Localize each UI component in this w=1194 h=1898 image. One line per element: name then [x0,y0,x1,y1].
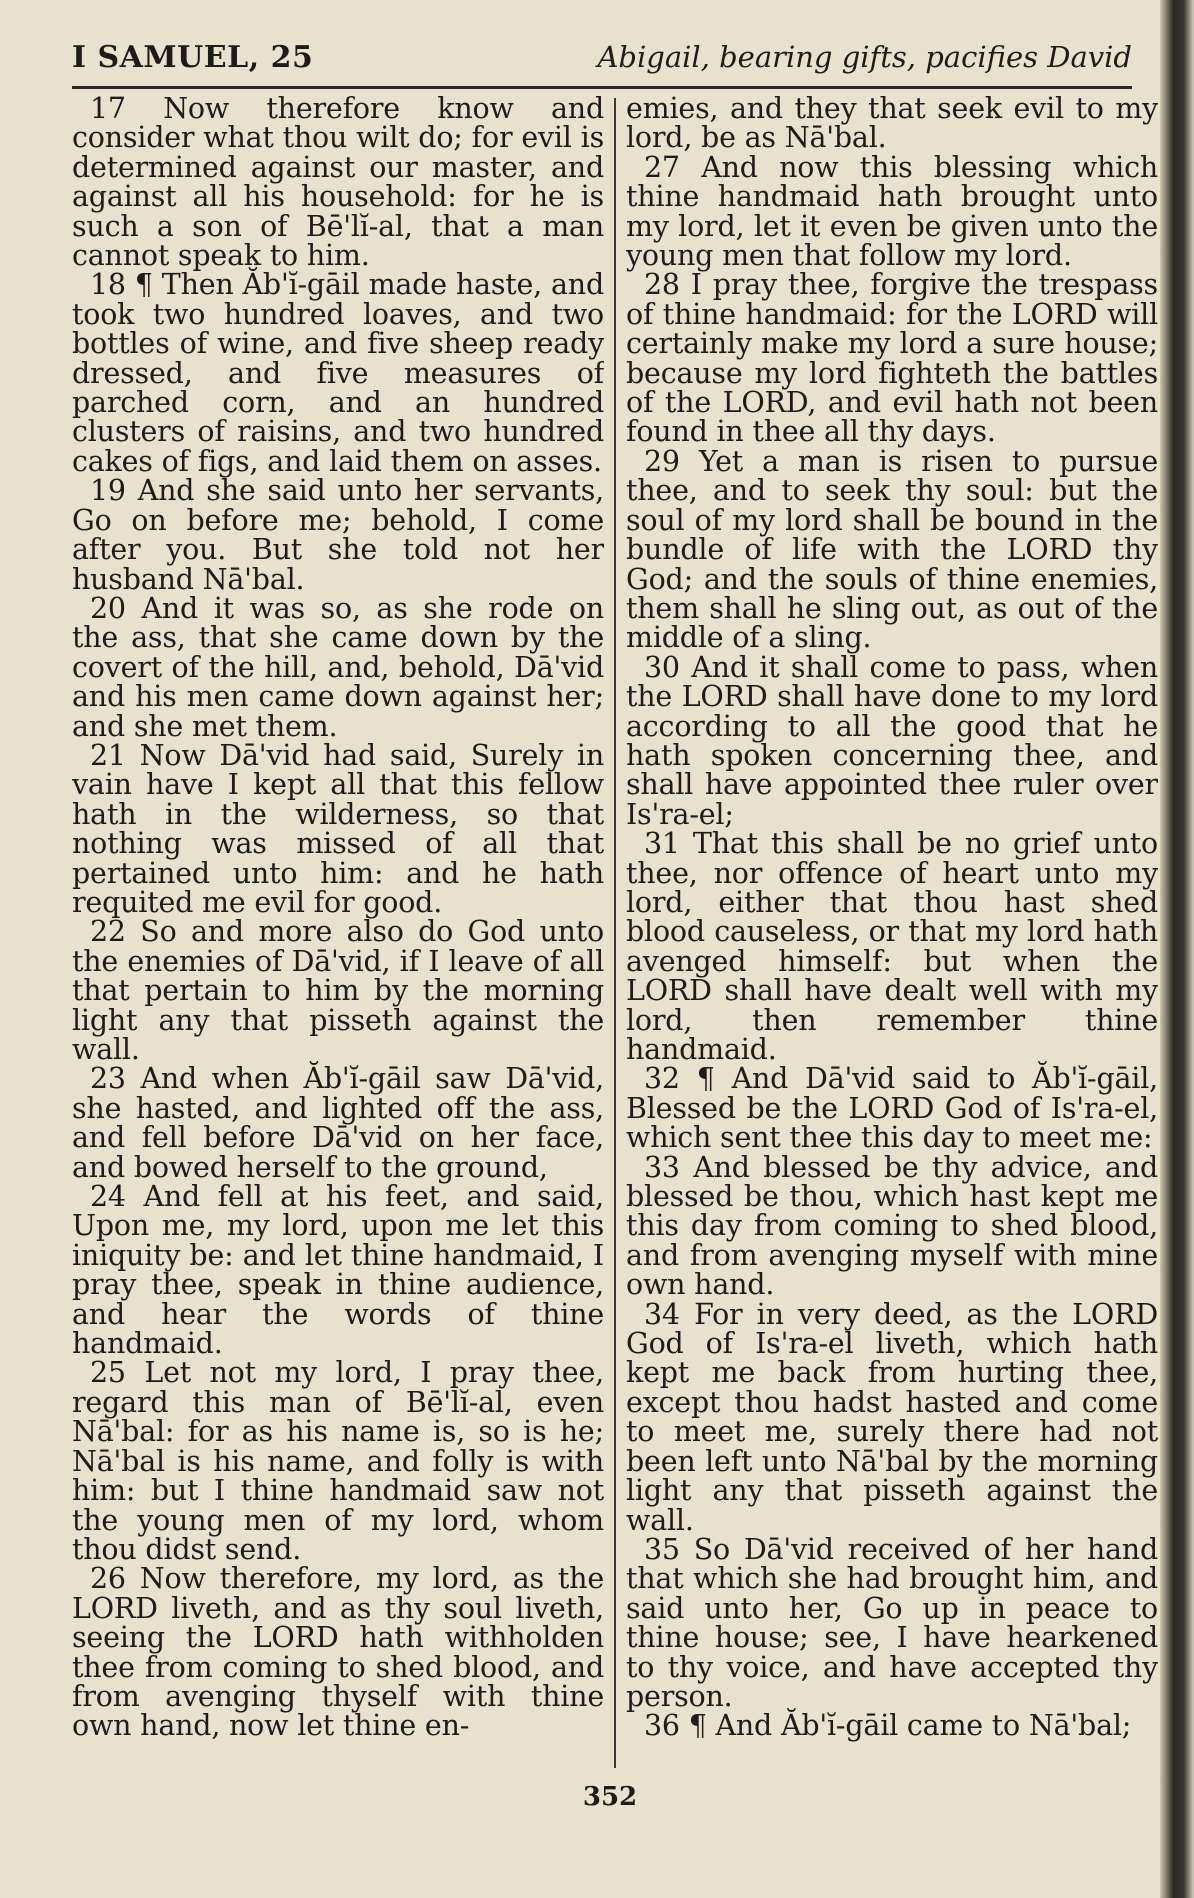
verse-29: 29 Yet a man is risen to pursue thee, and to seek thy soul: but the soul of my lord shall be bound in the bundle of life with the LORD thy God; and the souls of thine enemies, them shall he sling out, as out of the middle of a sling. [626,444,1158,655]
verse-33: 33 And blessed be thy advice, and blessed be thou, which hast kept me this day from coming to shed blood, and from avenging myself with mine own hand. [626,1150,1158,1302]
verse-36: 36 ¶ And Ăb'ĭ-gāil came to Nā'bal; [644,1709,1132,1743]
verse-21: 21 Now Dā'vid had said, Surely in vain have I kept all that this fellow hath in the wilderness, so that nothing was missed of all that pertained unto him: and he hath requited me evil for good. [72,738,604,919]
verse-24: 24 And fell at his feet, and said, Upon me, my lord, upon me let this iniquity be: and let thine handmaid, I pray thee, speak in thine audience, and hear the words of thine handmaid. [72,1180,604,1361]
verse-32: 32 ¶ And Dā'vid said to Ăb'ĭ-gāil, Blessed be the LORD God of Is'ra-el, which sent thee this day to meet me: [626,1062,1158,1155]
verse-35: 35 So Dā'vid received of her hand that which she had brought him, and said unto her, Go up in peace to thine house; see, I have hearkened to thy voice, and have accepted thy person. [626,1532,1158,1713]
verse-34: 34 For in very deed, as the LORD God of Is'ra-el liveth, which hath kept me back from hurting thee, except thou hadst hasted and come to meet me, surely there had not been left unto Nā'bal by the morning light any that pisseth against the wall. [626,1297,1158,1537]
verse-31: 31 That this shall be no grief unto thee, nor offence of heart unto my lord, either that thou hast shed blood causeless, or that my lord hath avenged himself: but when the LORD shall have dealt well with my lord, then remember thine handmaid. [626,827,1158,1066]
left-column [72,94,604,1776]
verse-19: 19 And she said unto her servants, Go on before me; behold, I come after you. But she told not her husband Nā'bal. [72,474,604,596]
verse-18: 18 ¶ Then Ăb'ĭ-gāil made haste, and took two hundred loaves, and two bottles of wine, and five sheep ready dressed, and five measures of parched corn, and an hundred clusters of raisins, and two hundred cakes of figs, and laid them on asses. [72,268,604,478]
verse-20: 20 And it was so, as she rode on the ass, that she came down by the covert of the hill, and, behold, Dā'vid and his men came down against her; and she met them. [72,591,604,743]
right-column [626,94,1158,1776]
book-chapter-heading: I SAMUEL, 25 [72,40,314,75]
page-header [72,40,1132,84]
verse-17: 17 Now therefore know and consider what thou wilt do; for evil is determined against our master, and against all his household: for he is such a son of Bē'lĭ-al, that a man cannot speak to him. [72,94,604,273]
verse-25: 25 Let not my lord, I pray thee, regard this man of Bē'lĭ-al, even Nā'bal: for as his name is, so is he; Nā'bal is his name, and folly is with him: but I thine handmaid saw not the young men of my lord, whom thou didst send. [72,1356,604,1566]
verse-27: 27 And now this blessing which thine handmaid hath brought unto my lord, let it even be given unto the young men that follow my lord. [626,150,1158,273]
verse-30: 30 And it shall come to pass, when the LORD shall have done to my lord according to all the good that he hath spoken concerning thee, and shall have appointed thee ruler over Is'ra-el; [626,650,1158,831]
verse-26: 26 Now therefore, my lord, as the LORD liveth, and as thy soul liveth, seeing the LORD hath withholden thee from coming to shed blood, and from avenging thyself with thine own hand, now let thine en- [72,1562,604,1743]
verse-23: 23 And when Ăb'ĭ-gāil saw Dā'vid, she hasted, and lighted off the ass, and fell before Dā'vid on her face, and bowed herself to the ground, [72,1062,604,1184]
verse-22: 22 So and more also do God unto the enemies of Dā'vid, if I leave of all that pertain to him by the morning light any that pisseth against the wall. [72,915,604,1066]
verse-28: 28 I pray thee, forgive the trespass of thine handmaid: for the LORD will certainly make my lord a sure house; because my lord fighteth the battles of the LORD, and evil hath not been found in thee all thy days. [626,268,1158,449]
column-divider [614,98,616,1768]
page-number: 352 [582,1782,638,1812]
page-edge [1160,0,1194,1898]
header-rule [72,86,1132,89]
page-summary-heading: Abigail, bearing gifts, pacifies David [597,40,1132,74]
verse-26-continued: emies, and they that seek evil to my lord, be as Nā'bal. [626,94,1158,155]
